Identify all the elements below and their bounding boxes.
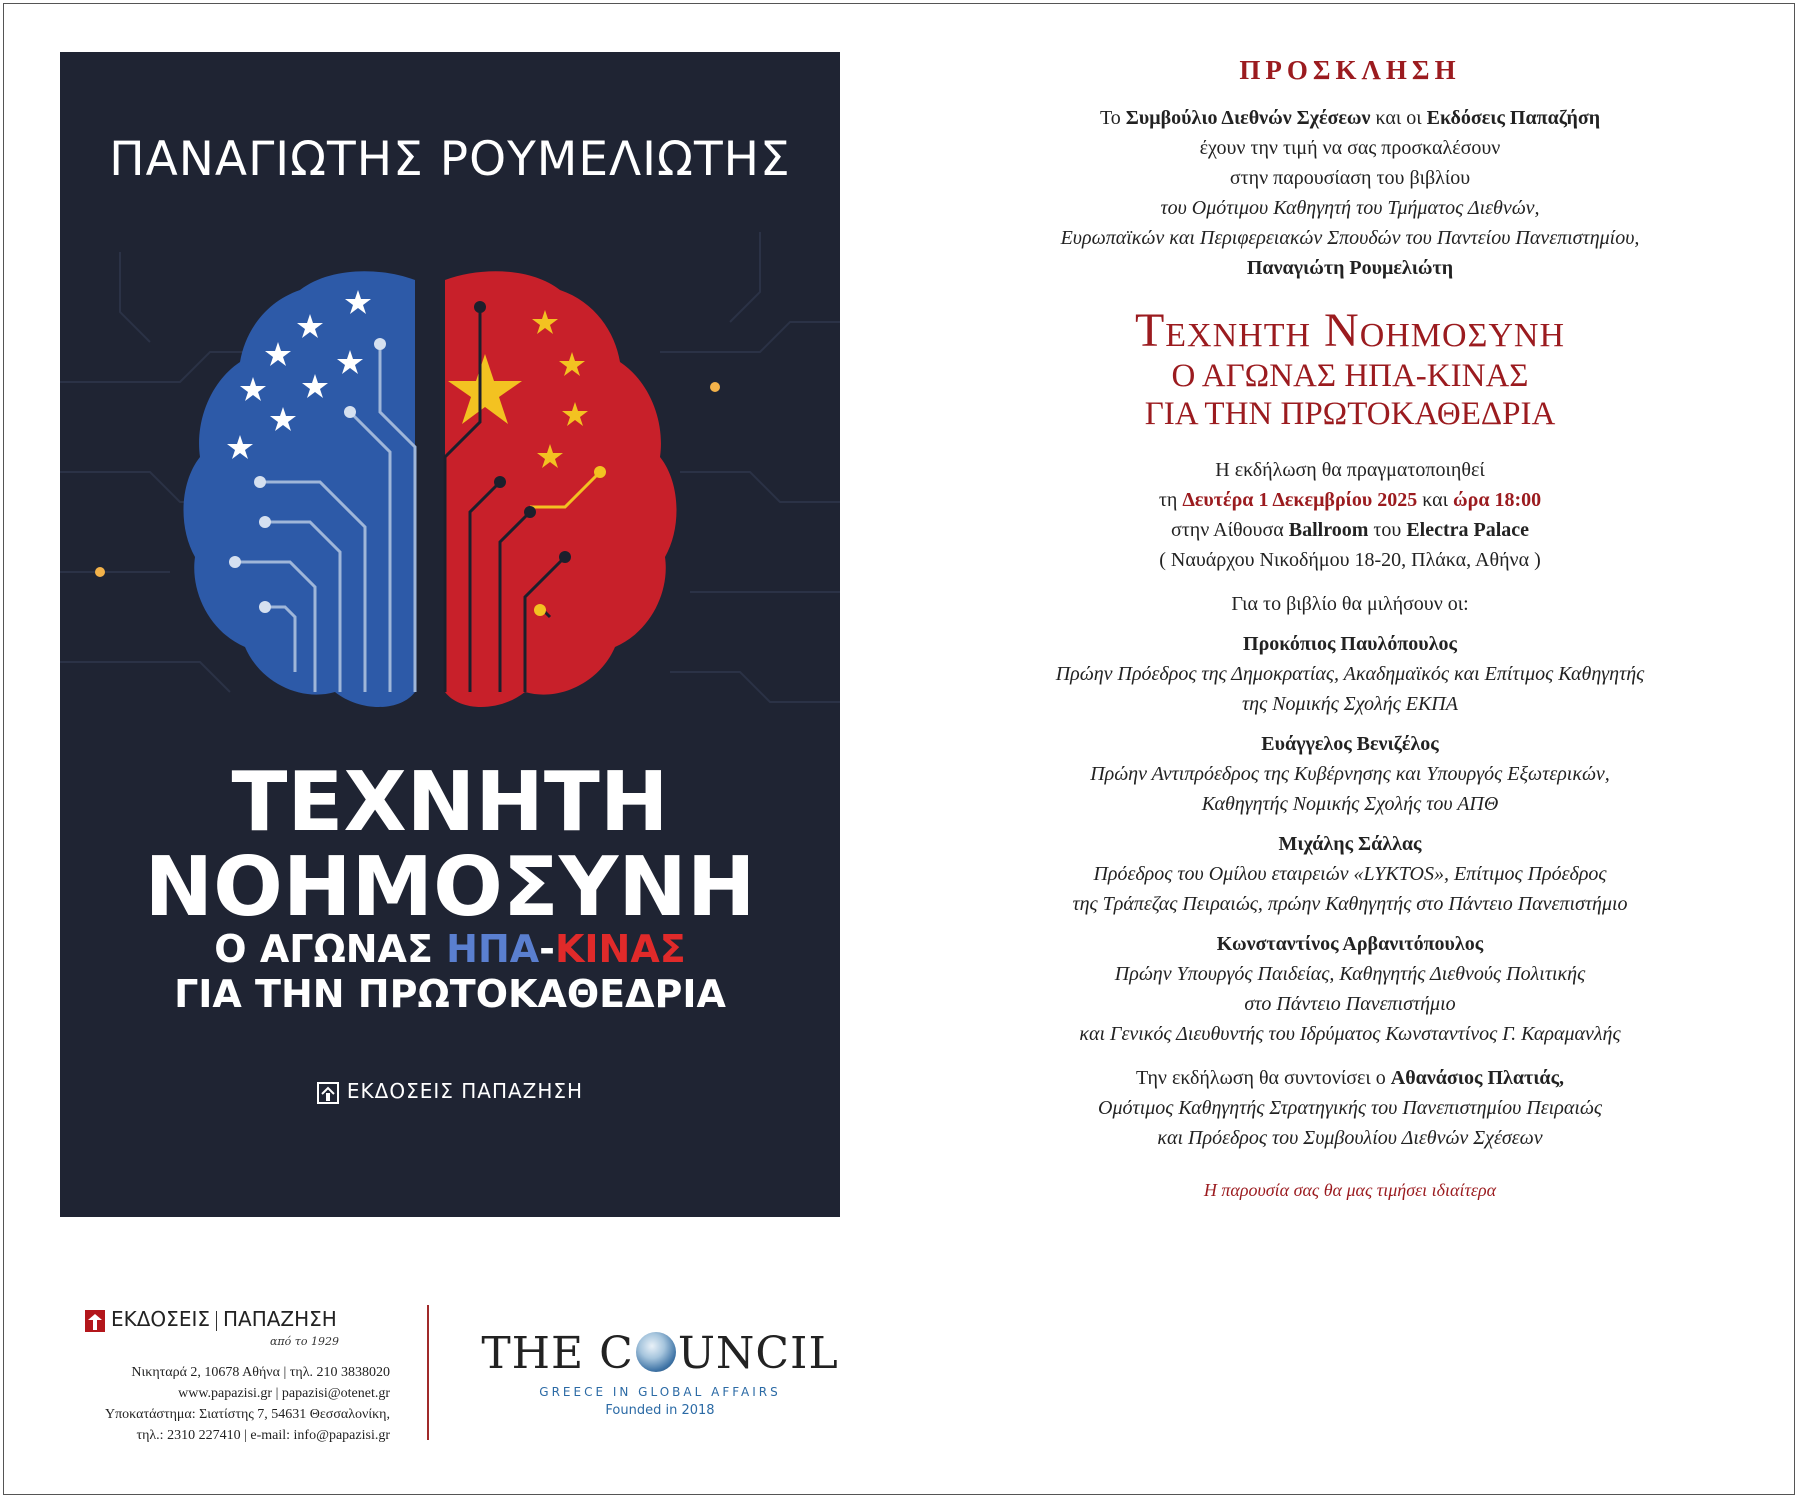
publisher-logo-icon xyxy=(317,1082,339,1104)
papazisi-house-icon xyxy=(85,1310,105,1332)
council-name xyxy=(480,1328,840,1379)
council-logo xyxy=(480,1328,840,1418)
speaker-title: της Τράπεζας Πειραιώς, πρώην Καθηγητής στο Πάντειο Πανεπιστήμιο xyxy=(1072,893,1628,915)
event-3c: του xyxy=(1368,519,1407,541)
glow-dot xyxy=(95,567,105,577)
cover-subtitle-usa: ΗΠΑ xyxy=(446,927,540,971)
cover-subtitle-china: ΚΙΝΑΣ xyxy=(554,927,686,971)
council-name-right: UNCIL xyxy=(677,1328,839,1379)
speakers-intro: Για το βιβλίο θα μιλήσουν οι: xyxy=(1231,593,1469,615)
speaker-title: της Νομικής Σχολής ΕΚΠΑ xyxy=(1242,693,1458,715)
event-line-3 xyxy=(940,515,1760,545)
glow-dot xyxy=(710,382,720,392)
cover-subtitle-line2: ΓΙΑ ΤΗΝ ΠΡΩΤΟΚΑΘΕΔΡΙΑ xyxy=(174,972,726,1016)
council-name-left: THE C xyxy=(481,1328,634,1379)
speaker-block xyxy=(940,829,1760,919)
papazisi-address: Νικηταρά 2, 10678 Αθήνα | τηλ. 210 3838020 xyxy=(131,1365,390,1380)
cover-subtitle-prefix: Ο ΑΓΩΝΑΣ xyxy=(214,927,447,971)
papazisi-brand-left: ΕΚΔΟΣΕΙΣ xyxy=(111,1307,210,1331)
moderator-line-2: Ομότιμος Καθηγητής Στρατηγικής του Πανεπιστημίου Πειραιώς xyxy=(1098,1097,1602,1119)
cover-publisher xyxy=(60,1079,840,1104)
event-time: ώρα 18:00 xyxy=(1453,489,1542,511)
intro-line-2: έχουν την τιμή να σας προσκαλέσουν xyxy=(1199,137,1501,159)
papazisi-branch: Υποκατάστημα: Σιατίστης 7, 54631 Θεσσαλονίκη, xyxy=(105,1407,390,1422)
council-founded: Founded in 2018 xyxy=(605,1403,715,1418)
cover-subtitle-line1 xyxy=(60,927,840,971)
moderator-a: Την εκδήλωση θα συντονίσει ο xyxy=(1135,1067,1391,1089)
event-line-2 xyxy=(940,485,1760,515)
event-3a: στην Αίθουσα xyxy=(1170,519,1289,541)
intro-publisher: Εκδόσεις Παπαζήση xyxy=(1426,107,1601,129)
cover-subtitle-dash: - xyxy=(539,927,555,971)
book-subtitle-2: ΓΙΑ ΤΗΝ ΠΡΩΤΟΚΑΘΕΔΡΙΑ xyxy=(1144,396,1556,432)
speaker-name: Μιχάλης Σάλλας xyxy=(1278,833,1422,855)
book-cover xyxy=(60,52,840,1217)
intro-1a: Το xyxy=(1099,107,1126,129)
cover-publisher-label: ΕΚΔΟΣΕΙΣ ΠΑΠΑΖΗΣΗ xyxy=(346,1079,584,1103)
footer-divider xyxy=(427,1305,429,1440)
speaker-block xyxy=(940,729,1760,819)
intro-author: Παναγιώτη Ρουμελιώτη xyxy=(1246,257,1454,279)
speaker-title: Καθηγητής Νομικής Σχολής του ΑΠΘ xyxy=(1201,793,1499,815)
moderator-name: Αθανάσιος Πλατιάς, xyxy=(1390,1067,1565,1089)
papazisi-contact xyxy=(40,1362,390,1446)
event-hall: Ballroom xyxy=(1288,519,1369,541)
speaker-title: Πρόεδρος του Ομίλου εταιρειών «LYKTOS», Επίτιμος Πρόεδρος xyxy=(1093,863,1607,885)
speaker-block xyxy=(940,629,1760,719)
moderator-line-3: και Πρόεδρος του Συμβουλίου Διεθνών Σχέσεων xyxy=(1157,1127,1543,1149)
council-tagline: GREECE IN GLOBAL AFFAIRS xyxy=(539,1385,781,1399)
speaker-title: Πρώην Αντιπρόεδρος της Κυβέρνησης και Υπουργός Εξωτερικών, xyxy=(1090,763,1610,785)
speaker-title: και Γενικός Διευθυντής του Ιδρύματος Κωνσταντίνος Γ. Καραμανλής xyxy=(1079,1023,1621,1045)
left-hemisphere-usa xyxy=(184,271,415,707)
papazisi-logo xyxy=(85,1307,360,1332)
brain-illustration xyxy=(60,52,840,1217)
speaker-name: Ευάγγελος Βενιζέλος xyxy=(1261,733,1439,755)
cover-author: ΠΑΝΑΓΙΩΤΗΣ ΡΟΥΜΕΛΙΩΤΗΣ xyxy=(109,132,791,187)
event-address: ( Ναυάρχου Νικοδήμου 18-20, Πλάκα, Αθήνα ) xyxy=(1159,549,1541,571)
event-2c: και xyxy=(1417,489,1453,511)
cover-title-line1: ΤΕΧΝΗΤΗ xyxy=(231,755,669,850)
event-2a: τη xyxy=(1158,489,1183,511)
closing-note: Η παρουσία σας θα μας τιμήσει ιδιαίτερα xyxy=(1203,1180,1497,1200)
speaker-block xyxy=(940,929,1760,1049)
book-subtitle-1: Ο ΑΓΩΝΑΣ ΗΠΑ-ΚΙΝΑΣ xyxy=(1171,358,1529,394)
book-title: Τεχνητη Νοημοσυνη xyxy=(1134,304,1566,357)
speaker-title: Πρώην Πρόεδρος της Δημοκρατίας, Ακαδημαϊκός και Επίτιμος Καθηγητής xyxy=(1055,663,1645,685)
intro-council: Συμβούλιο Διεθνών Σχέσεων xyxy=(1125,107,1371,129)
speaker-name: Κωνσταντίνος Αρβανιτόπουλος xyxy=(1216,933,1484,955)
papazisi-since: από το 1929 xyxy=(270,1335,339,1348)
papazisi-brand-right: ΠΑΠΑΖΗΣΗ xyxy=(222,1307,337,1331)
globe-icon xyxy=(636,1332,676,1372)
intro-line-3: στην παρουσίαση του βιβλίου xyxy=(1229,167,1471,189)
papazisi-web: www.papazisi.gr | papazisi@otenet.gr xyxy=(178,1386,390,1401)
speaker-title: Πρώην Υπουργός Παιδείας, Καθηγητής Διεθνούς Πολιτικής xyxy=(1114,963,1586,985)
intro-line-4: του Ομότιμου Καθηγητή του Τμήματος Διεθνών, xyxy=(1160,197,1540,219)
invitation-text xyxy=(940,55,1760,1205)
moderator-line-1 xyxy=(940,1063,1760,1093)
event-line-1: Η εκδήλωση θα πραγματοποιηθεί xyxy=(1215,459,1485,481)
event-venue: Electra Palace xyxy=(1406,519,1530,541)
cover-title-line2: ΝΟΗΜΟΣΥΝΗ xyxy=(144,840,756,935)
intro-line-1 xyxy=(940,103,1760,133)
event-date: Δευτέρα 1 Δεκεμβρίου 2025 xyxy=(1182,489,1418,511)
invitation-heading: ΠΡΟΣΚΛΗΣΗ xyxy=(1239,55,1461,85)
intro-line-5: Ευρωπαϊκών και Περιφερειακών Σπουδών του Παντείου Πανεπιστημίου, xyxy=(1060,227,1640,249)
speaker-title: στο Πάντειο Πανεπιστήμιο xyxy=(1244,993,1456,1015)
speaker-name: Προκόπιος Παυλόπουλος xyxy=(1243,633,1457,655)
intro-1c: και οι xyxy=(1370,107,1427,129)
papazisi-branch-contact: τηλ.: 2310 227410 | e-mail: info@papazisi.gr xyxy=(136,1428,390,1443)
